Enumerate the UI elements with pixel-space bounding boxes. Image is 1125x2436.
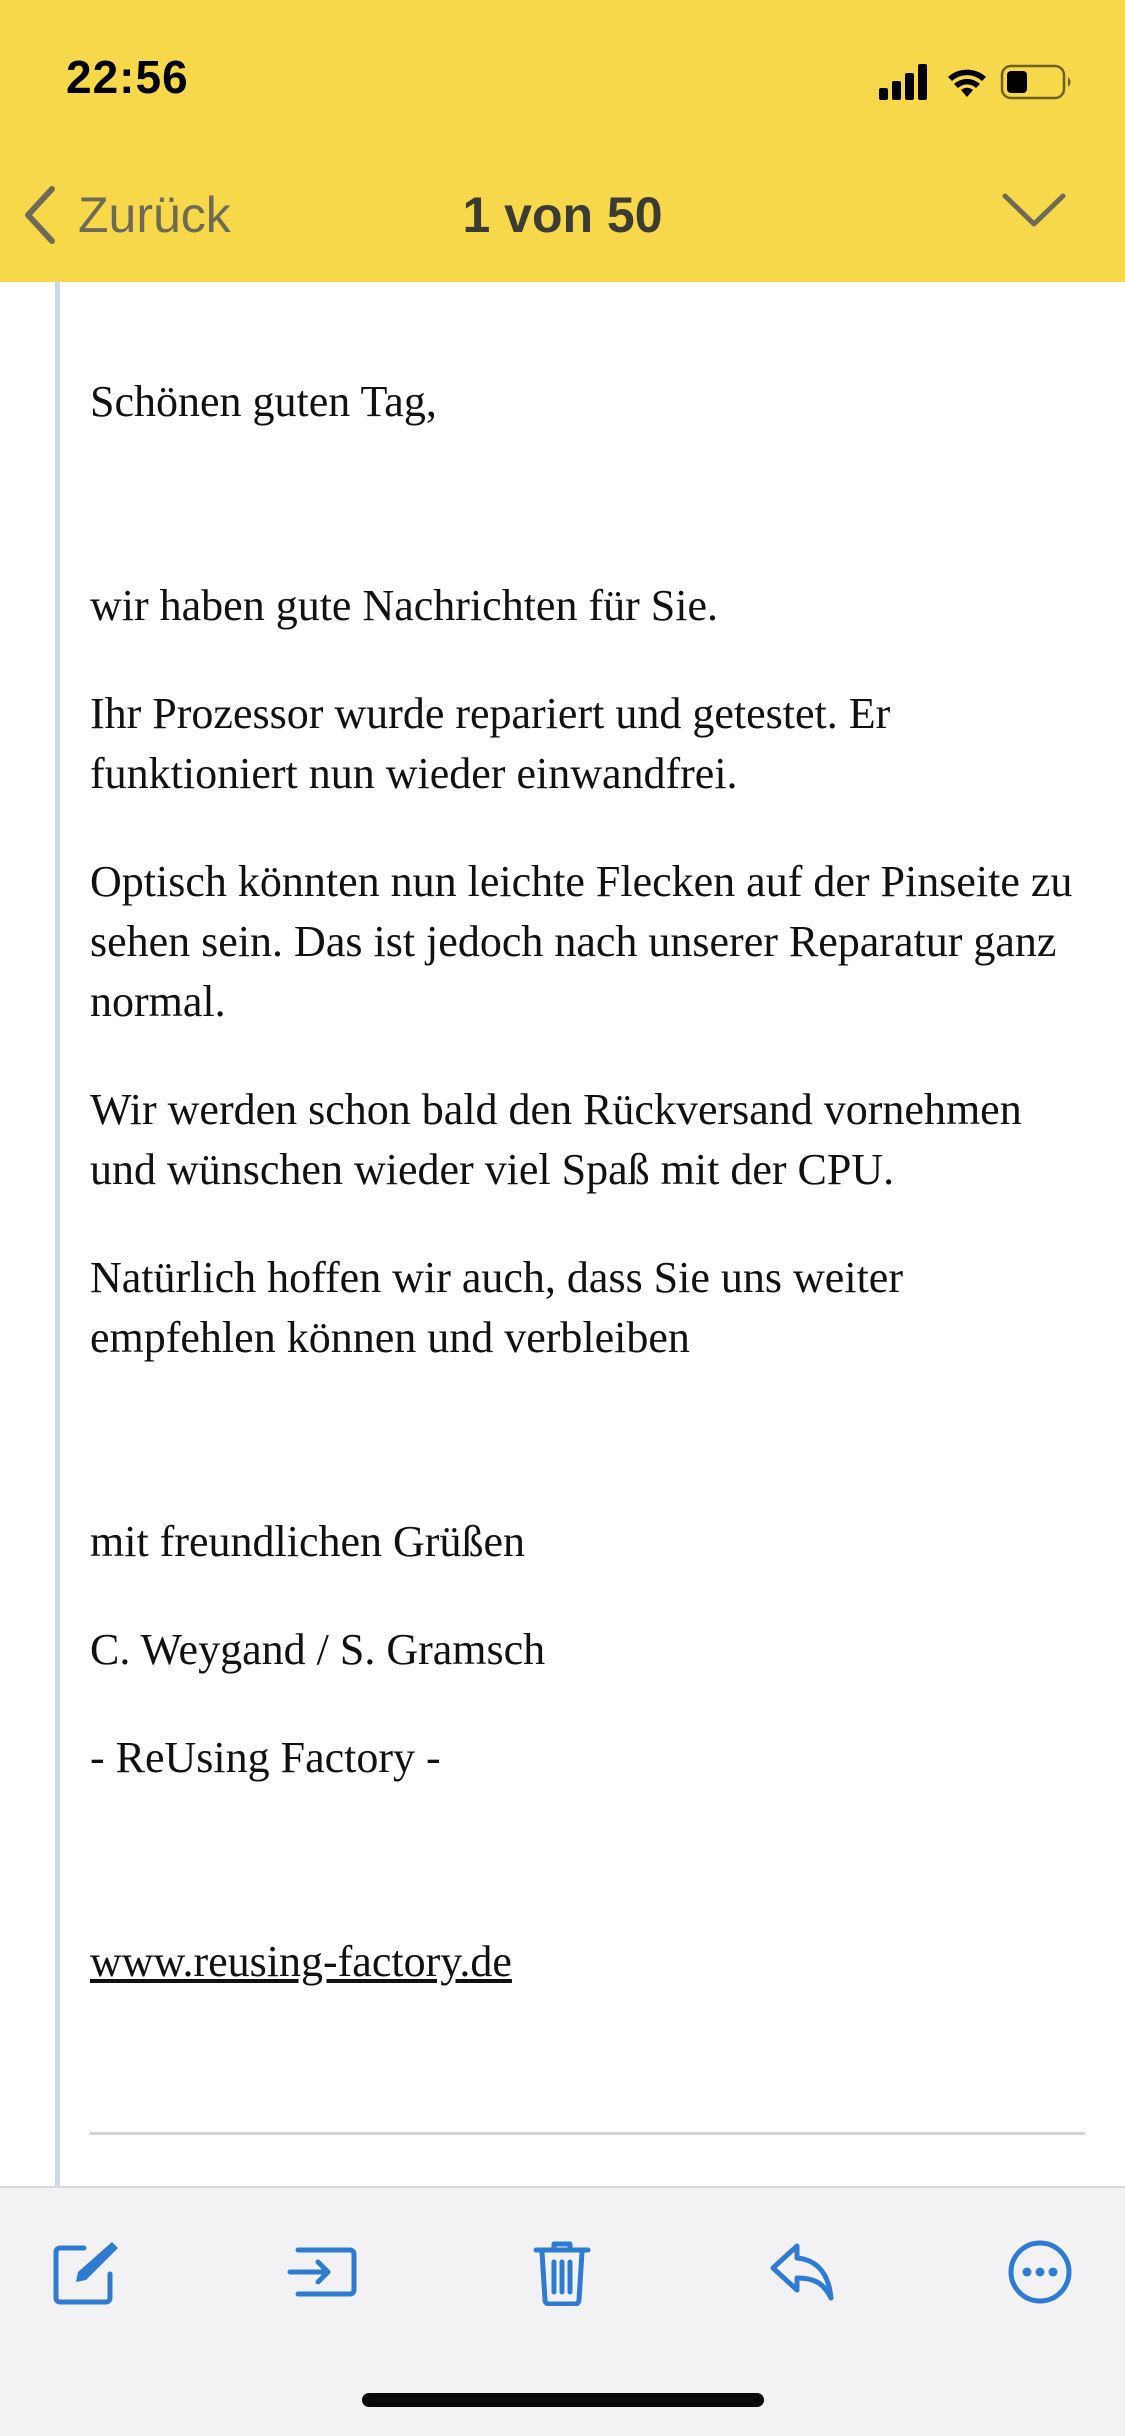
status-icons bbox=[879, 60, 1089, 106]
move-to-folder-button[interactable] bbox=[282, 2232, 362, 2312]
header-bar bbox=[0, 0, 1125, 282]
spacer bbox=[90, 1836, 1090, 1932]
cellular-signal-icon bbox=[879, 64, 927, 100]
email-content[interactable] bbox=[0, 282, 1125, 2186]
spacer bbox=[90, 480, 1090, 576]
email-body bbox=[90, 372, 1090, 2040]
delete-button[interactable] bbox=[522, 2232, 602, 2312]
status-time: 22:56 bbox=[66, 51, 189, 103]
website-link[interactable]: www.reusing-factory.de bbox=[90, 1937, 512, 1986]
divider bbox=[90, 2132, 1085, 2135]
email-paragraph: Optisch könnten nun leichte Flecken auf der Pinseite zu sehen sein. Das ist jedoch nach unserer Reparatur ganz normal. bbox=[90, 857, 1073, 1026]
reply-icon bbox=[767, 2240, 837, 2304]
message-counter: 1 von 50 bbox=[462, 187, 663, 243]
email-paragraph: wir haben gute Nachrichten für Sie. bbox=[90, 581, 718, 630]
email-greeting: Schönen guten Tag, bbox=[90, 377, 437, 426]
compose-icon bbox=[50, 2236, 122, 2308]
email-signature: C. Weygand / S. Gramsch bbox=[90, 1625, 546, 1674]
email-closing: mit freundlichen Grüßen bbox=[90, 1517, 525, 1566]
email-company: - ReUsing Factory - bbox=[90, 1733, 441, 1782]
back-label: Zurück bbox=[78, 187, 231, 243]
email-paragraph: Natürlich hoffen wir auch, dass Sie uns weiter empfehlen können und verbleiben bbox=[90, 1253, 903, 1362]
email-paragraph: Ihr Prozessor wurde repariert und getestet. Er funktioniert nun wieder einwandfrei. bbox=[90, 689, 891, 798]
home-indicator[interactable] bbox=[362, 2393, 764, 2407]
quote-bar bbox=[55, 282, 60, 2186]
trash-icon bbox=[532, 2238, 592, 2306]
battery-icon bbox=[1002, 66, 1071, 98]
email-paragraph: Wir werden schon bald den Rückversand vornehmen und wünschen wieder viel Spaß mit der CPU. bbox=[90, 1085, 1022, 1194]
reply-button[interactable] bbox=[762, 2232, 842, 2312]
wifi-icon bbox=[948, 70, 986, 97]
more-actions-button[interactable] bbox=[1000, 2232, 1080, 2312]
next-message-button[interactable] bbox=[1001, 190, 1067, 235]
compose-button[interactable] bbox=[46, 2232, 126, 2312]
chevron-down-icon bbox=[1001, 190, 1067, 230]
more-icon bbox=[1007, 2239, 1073, 2305]
spacer bbox=[90, 1416, 1090, 1512]
move-to-folder-icon bbox=[284, 2242, 360, 2302]
